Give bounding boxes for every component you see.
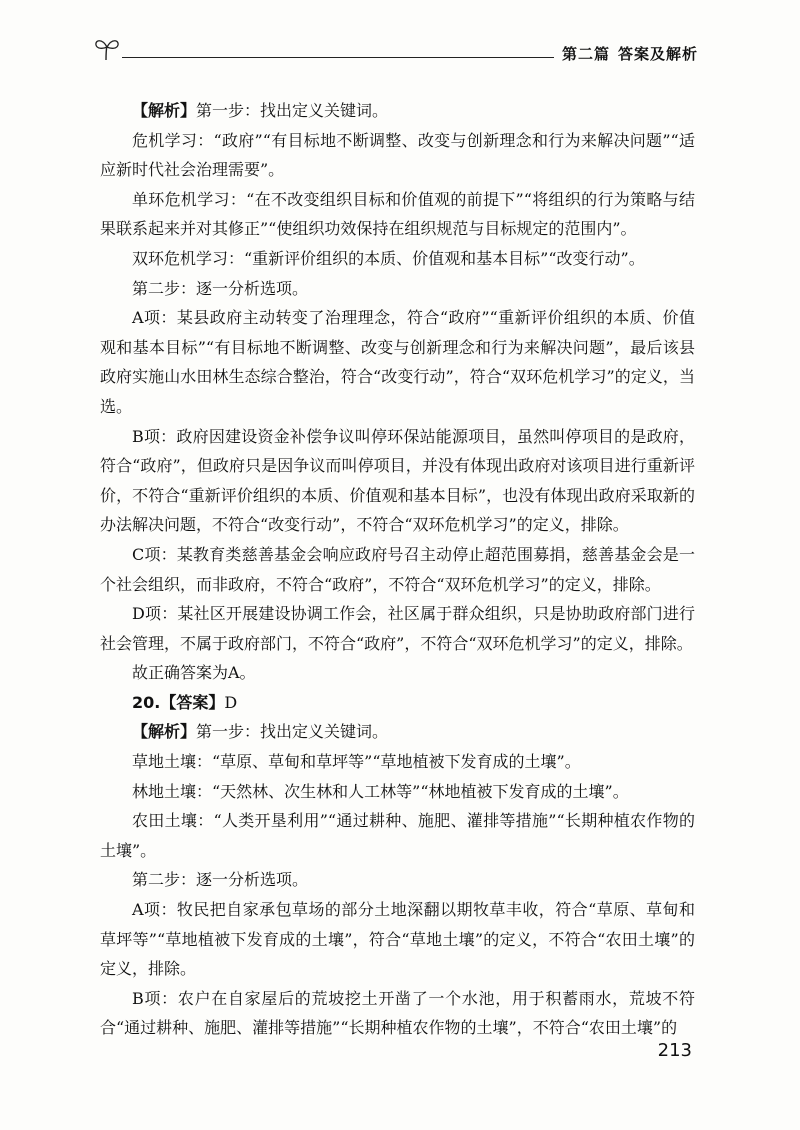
paragraph bbox=[100, 865, 695, 895]
paragraph-text: D bbox=[224, 692, 238, 712]
sprout-icon bbox=[92, 36, 122, 62]
paragraph-text: 第二步：逐一分析选项。 bbox=[132, 870, 309, 890]
paragraph bbox=[100, 303, 695, 421]
paragraph-text: 第一步：找出定义关键词。 bbox=[196, 722, 389, 742]
paragraph-label: 【解析】 bbox=[132, 722, 197, 742]
paragraph-text: B项：政府因建设资金补偿争议叫停环保站能源项目，虽然叫停项目的是政府，符合“政府”，但政府只是因争议而叫停项目，并没有体现出政府对该项目进行重新评价，不符合“重新评价组织的本质、价值观和基本目标”，也没有体现出政府采取新的办法解决问题，不符合“改变行动”，不符合“双环危机学习”的定义，排除。 bbox=[100, 426, 695, 535]
paragraph bbox=[100, 126, 695, 185]
paragraph bbox=[100, 274, 695, 304]
paragraph-label: 【解析】 bbox=[132, 101, 197, 120]
paragraph-text: D项：某社区开展建设协调工作会，社区属于群众组织，只是协助政府部门进行社会管理，不属于政府部门，不符合“政府”，不符合“双环危机学习”的定义，排除。 bbox=[100, 604, 695, 653]
paragraph-text: 双环危机学习：“重新评价组织的本质、价值观和基本目标”“改变行动”。 bbox=[132, 248, 645, 268]
header-part: 第二篇 bbox=[561, 45, 610, 63]
page-number: 213 bbox=[657, 1040, 692, 1061]
paragraph-text: 第一步：找出定义关键词。 bbox=[196, 101, 389, 120]
paragraph-text: 故正确答案为A。 bbox=[132, 663, 256, 683]
paragraph bbox=[100, 244, 695, 274]
paragraph bbox=[100, 688, 695, 718]
paragraph bbox=[100, 984, 695, 1043]
page-body bbox=[100, 96, 695, 1043]
paragraph bbox=[100, 747, 695, 777]
paragraph-text: 危机学习：“政府”“有目标地不断调整、改变与创新理念和行为来解决问题”“适应新时代社会治理需要”。 bbox=[100, 130, 695, 180]
paragraph bbox=[100, 599, 695, 658]
paragraph-text: 第二步：逐一分析选项。 bbox=[132, 278, 309, 298]
paragraph bbox=[100, 895, 695, 984]
paragraph-text: C项：某教育类慈善基金会响应政府号召主动停止超范围募捐，慈善基金会是一个社会组织，而非政府，不符合“政府”，不符合“双环危机学习”的定义，排除。 bbox=[100, 544, 695, 594]
header-rule bbox=[122, 57, 554, 58]
paragraph bbox=[100, 777, 695, 807]
paragraph-text: B项：农户在自家屋后的荒坡挖土开凿了一个水池，用于积蓄雨水，荒坡不符合“通过耕种、施肥、灌排等措施”“长期种植农作物的土壤”，不符合“农田土壤”的 bbox=[100, 988, 695, 1038]
header-section-title: 答案及解析 bbox=[617, 45, 698, 63]
header-title bbox=[554, 43, 698, 64]
paragraph bbox=[100, 717, 695, 747]
paragraph-text: 林地土壤：“天然林、次生林和人工林等”“林地植被下发育成的土壤”。 bbox=[132, 781, 629, 801]
running-header bbox=[92, 40, 704, 70]
paragraph bbox=[100, 185, 695, 244]
paragraph-text: 单环危机学习：“在不改变组织目标和价值观的前提下”“将组织的行为策略与结果联系起来并对其修正”“使组织功效保持在组织规范与目标规定的范围内”。 bbox=[100, 189, 695, 239]
paragraph bbox=[100, 658, 695, 688]
paragraph-text: A项：某县政府主动转变了治理理念，符合“政府”“重新评价组织的本质、价值观和基本目标”“有目标地不断调整、改变与创新理念和行为来解决问题”，最后该县政府实施山水田林生态综合整治，符合“改变行动”，符合“双环危机学习”的定义，当选。 bbox=[100, 308, 695, 416]
paragraph bbox=[100, 540, 695, 599]
paragraph-text: A项：牧民把自家承包草场的部分土地深翻以期牧草丰收，符合“草原、草甸和草坪等”“草地植被下发育成的土壤”，符合“草地土壤”的定义，不符合“农田土壤”的定义，排除。 bbox=[100, 900, 695, 979]
paragraph bbox=[100, 422, 695, 540]
paragraph-label: 20.【答案】 bbox=[132, 692, 225, 712]
paragraph bbox=[100, 806, 695, 865]
paragraph-text: 草地土壤：“草原、草甸和草坪等”“草地植被下发育成的土壤”。 bbox=[132, 752, 581, 772]
paragraph bbox=[100, 96, 695, 126]
paragraph-text: 农田土壤：“人类开垦利用”“通过耕种、施肥、灌排等措施”“长期种植农作物的土壤”。 bbox=[100, 811, 695, 860]
